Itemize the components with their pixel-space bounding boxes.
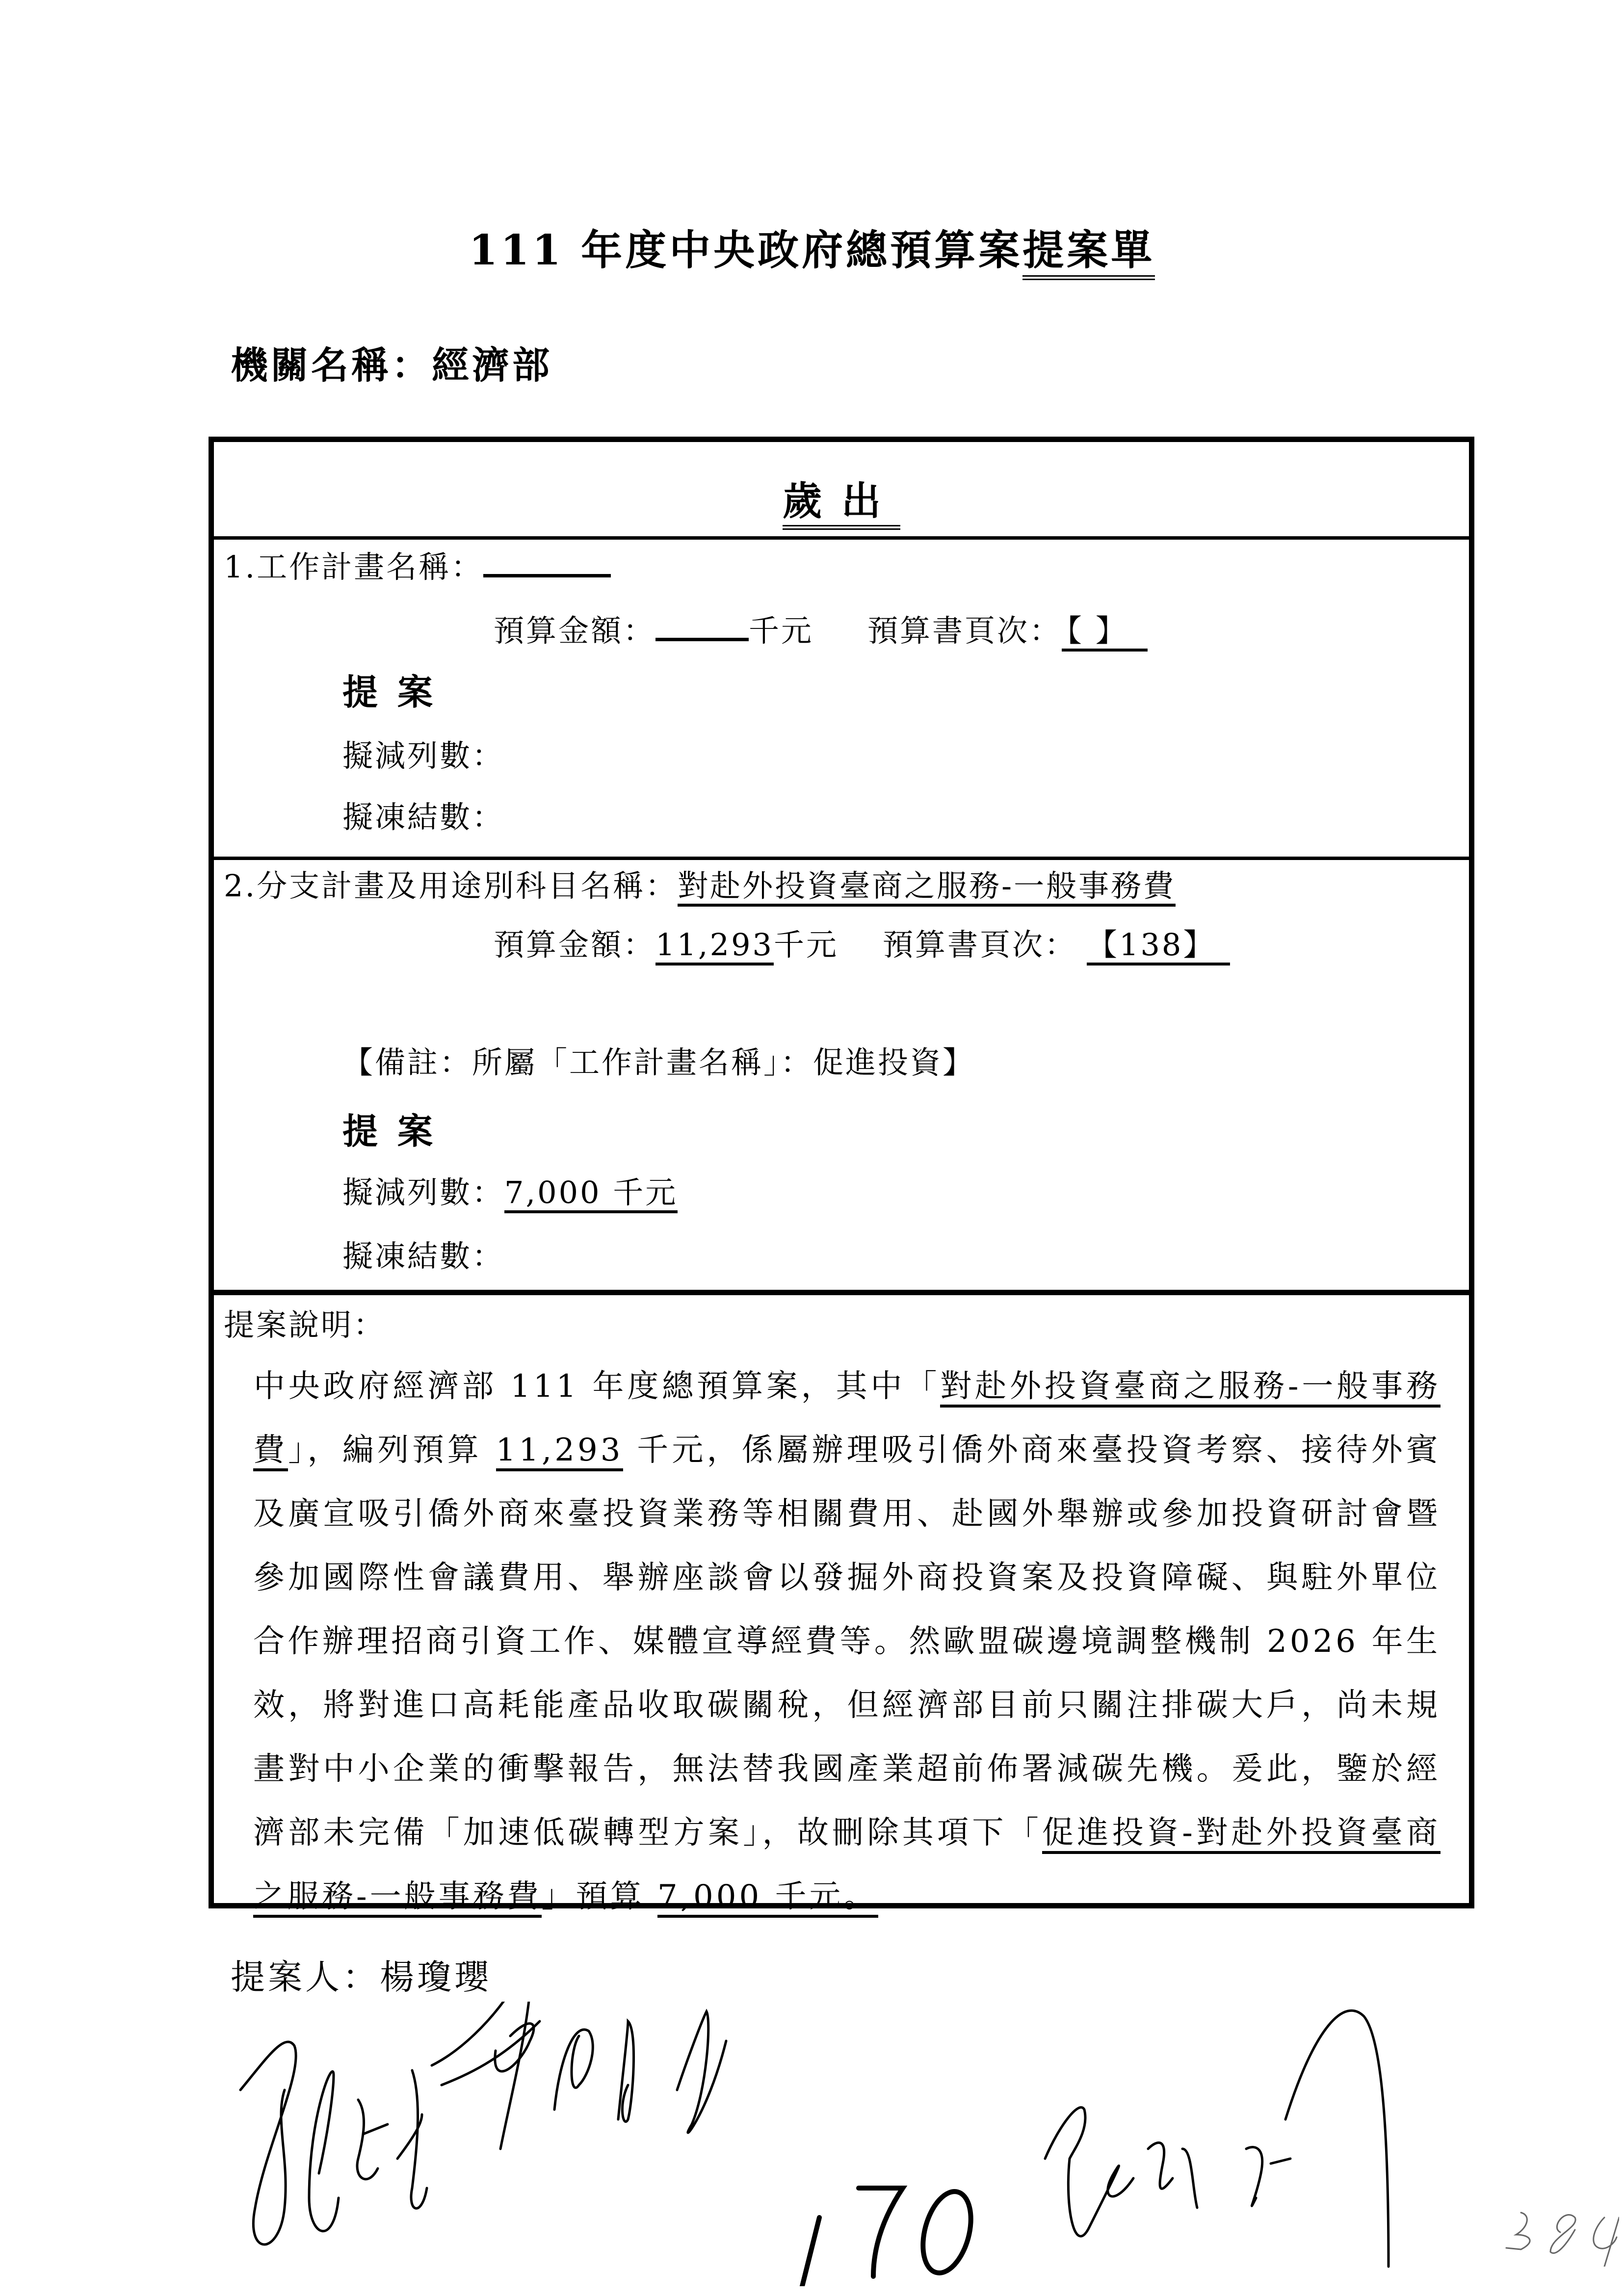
divider-section1 [214,857,1469,860]
s2-page-value: 【138】 [1087,927,1230,965]
s2-note: 【備註：所屬「工作計畫名稱」：促進投資】 [342,1044,975,1080]
exp-text-2: 」，編列預算 [288,1432,496,1468]
s2-budget-value: 11,293 [655,927,774,965]
s2-reduce-row [342,1173,678,1212]
proposal-table [209,437,1474,1915]
page-number-handwritten [1492,2208,1619,2267]
s2-name-row [224,866,1176,906]
handwritten-number [800,2186,979,2286]
exp-underline-1: 對赴外投資臺商之服務-一般事務費 [253,1368,1441,1471]
agency-value: 經濟部 [432,343,552,387]
s1-budget-row [494,611,1148,651]
s1-name-row [224,548,611,587]
exp-text-1: 中央政府經濟部 111 年度總預算案，其中「 [253,1368,941,1405]
exp-text-4: 」預算 [541,1879,657,1915]
exp-underline-4: 7,000 千元。 [657,1879,878,1918]
s1-page-value: 【 】 [1062,613,1148,652]
signature-3 [1045,2108,1133,2237]
agency-label: 機關名稱： [231,343,432,387]
signature-2 [432,2002,530,2149]
divider-section2 [214,1290,1469,1295]
title-underlined: 提案單 [1022,226,1155,280]
proposer-name: 楊瓊瓔 [380,1957,492,1997]
exp-underline-3: 促進投資-對赴外投資臺商之服務-一般事務費 [253,1815,1441,1918]
s1-proposal-heading: 提案 [342,671,453,713]
explanation-paragraph [253,1355,1441,1929]
s2-budget-unit: 千元 [773,927,838,963]
s1-freeze-label: 擬凍結數： [342,799,505,835]
divider-header [214,536,1469,540]
s2-reduce-value: 7,000 千元 [504,1174,678,1213]
s2-proposal-heading: 提案 [342,1110,453,1152]
s2-freeze-label: 擬凍結數： [342,1238,505,1274]
proposer-line [231,1955,492,1999]
s1-name-label: 1.工作計畫名稱： [224,549,484,585]
s1-budget-blank [655,633,749,641]
document-title [0,223,1624,277]
title-main: 111 年度中央政府總預算案 [469,226,1023,274]
signature-1 [240,2042,296,2244]
proposer-label: 提案人： [231,1957,380,1997]
s2-page-label: 預算書頁次： [882,927,1077,963]
exp-underline-2: 11,293 [496,1432,624,1471]
s2-budget-label: 預算金額： [494,927,656,963]
header-expenditure: 歲出 [783,478,900,530]
s2-reduce-label: 擬減列數： [342,1174,505,1210]
s2-name-label: 2.分支計畫及用途別科目名稱： [224,868,678,904]
s1-budget-unit: 千元 [749,613,814,649]
s1-name-blank [483,569,611,577]
explanation-label: 提案說明： [224,1307,386,1343]
s2-name-value: 對赴外投資臺商之服務-一般事務費 [678,868,1176,907]
exp-text-3: 千元，係屬辦理吸引僑外商來臺投資考察、接待外賓及廣宣吸引僑外商來臺投資業務等相關費用、赴國外舉辦或參加投資研討會暨參加國際性會議費用、舉辦座談會以發掘外商投資案及投資障礙、與駐外單位合作辦理招商引資工作、媒體宣導經費等。然歐盟碳邊境調整機制 2026 年生效，將對進口高耗能產品收取碳關稅，但經濟部目前只關注排碳大戶，尚未規畫對中小企業的衝擊報告，無法替我國產業超前佈署減碳先機。爰此，鑒於經濟部未完備「加速低碳轉型方案」，故刪除其項下「 [253,1432,1441,1851]
s1-page-label: 預算書頁次： [867,613,1062,649]
agency-line [231,341,552,390]
s1-budget-label: 預算金額： [494,613,656,649]
table-header [214,476,1469,525]
s1-reduce-label: 擬減列數： [342,738,505,774]
handwritten-signatures [236,2002,1560,2286]
s2-budget-row [494,925,1230,965]
